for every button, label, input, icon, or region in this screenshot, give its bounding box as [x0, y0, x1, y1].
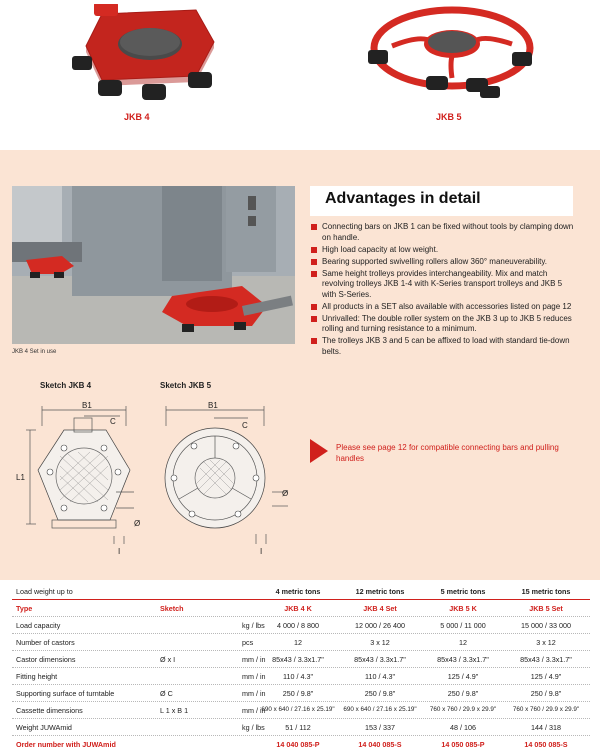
- list-item: Same height trolleys provides interchangeability. Mix and match revolving trolleys JKB 1-4 with K-Series transport trolleys and JKB 5 with S-Series.: [310, 269, 578, 301]
- photo-caption: JKB 4 Set in use: [12, 349, 57, 355]
- sketch-jkb5-i-label: I: [260, 547, 263, 556]
- jkb5-caption: JKB 5: [436, 112, 462, 122]
- list-item: High load capacity at low weight.: [310, 245, 578, 256]
- jkb4-caption: JKB 4: [124, 112, 150, 122]
- sketch-jkb4-dia-label: Ø: [134, 519, 141, 528]
- sketch-jkb4-drawing: [14, 396, 159, 556]
- bullet-square-icon: [311, 259, 317, 265]
- table-row: Fitting height mm / in 110 / 4.3" 110 / 4.3" 125 / 4.9" 125 / 4.9": [12, 668, 590, 685]
- list-item: All products in a SET also available with accessories listed on page 12: [310, 302, 578, 313]
- table-row: Load capacity kg / lbs 4 000 / 8 800 12 000 / 26 400 5 000 / 11 000 15 000 / 33 000: [12, 617, 590, 634]
- bullet-square-icon: [311, 247, 317, 253]
- jkb5-product-image: [362, 4, 542, 104]
- sketch-jkb5-c-label: C: [242, 421, 248, 430]
- bullet-square-icon: [311, 304, 317, 310]
- table-row: Cassette dimensions L 1 x B 1 mm / in 690 x 640 / 27.16 x 25.19" 690 x 640 / 27.16 x 25.19" 760 x 760 / 29.9 x 29.9" 760 x 760 / 29.9 x 29.9": [12, 702, 590, 719]
- table-row: Load weight up to 4 metric tons 12 metric tons 5 metric tons 15 metric tons: [12, 583, 590, 600]
- accessory-note: Please see page 12 for compatible connecting bars and pulling handles: [336, 443, 559, 463]
- sketch-jkb4-c-label: C: [110, 417, 116, 426]
- bullet-square-icon: [311, 338, 317, 344]
- table-row: Type Sketch JKB 4 K JKB 4 Set JKB 5 K JKB 5 Set: [12, 600, 590, 617]
- jkb4-set-photo: [12, 186, 295, 344]
- advantages-list: [310, 222, 578, 359]
- table-row: Castor dimensions Ø x I mm / in 85x43 / 3.3x1.7" 85x43 / 3.3x1.7" 85x43 / 3.3x1.7" 85x43 / 3.3x1.7": [12, 651, 590, 668]
- table-row: Weight JUWAmid kg / lbs 51 / 112 153 / 337 48 / 106 144 / 318: [12, 719, 590, 736]
- sketch-jkb4-title: Sketch JKB 4: [40, 381, 92, 390]
- table-row: Supporting surface of turntable Ø C mm / in 250 / 9.8" 250 / 9.8" 250 / 9.8" 250 / 9.8": [12, 685, 590, 702]
- product-images-strip: [0, 0, 600, 150]
- bullet-square-icon: [311, 316, 317, 322]
- sketch-jkb4-b1-label: B1: [82, 401, 92, 410]
- bullet-square-icon: [311, 224, 317, 230]
- advantages-title: Advantages in detail: [325, 190, 481, 207]
- sketch-jkb4-i-label: I: [118, 547, 121, 556]
- sketch-jkb5-dia-label: Ø: [282, 489, 289, 498]
- sketch-jkb4-l1-label: L1: [16, 473, 25, 482]
- sketch-jkb5-drawing: [152, 396, 297, 556]
- note-arrow-icon: [308, 438, 330, 464]
- list-item: Unrivalled: The double roller system on the JKB 3 up to JKB 5 reduces rolling and turning resistance to a minimum.: [310, 314, 578, 335]
- sketch-jkb5-title: Sketch JKB 5: [160, 381, 212, 390]
- table-row: Number of castors pcs 12 3 x 12 12 3 x 12: [12, 634, 590, 651]
- list-item: The trolleys JKB 3 and 5 can be affixed to load with standard tie-down belts.: [310, 336, 578, 357]
- jkb4-product-image: [64, 4, 234, 104]
- table-row: Order number with JUWAmid 14 040 085-P 14 040 085-S 14 050 085-P 14 050 085-S: [16, 740, 568, 749]
- bullet-square-icon: [311, 271, 317, 277]
- list-item: Bearing supported swivelling rollers allow 360° maneuverability.: [310, 257, 578, 268]
- list-item: Connecting bars on JKB 1 can be fixed without tools by clamping down on handle.: [310, 222, 578, 243]
- sketch-jkb5-b1-label: B1: [208, 401, 218, 410]
